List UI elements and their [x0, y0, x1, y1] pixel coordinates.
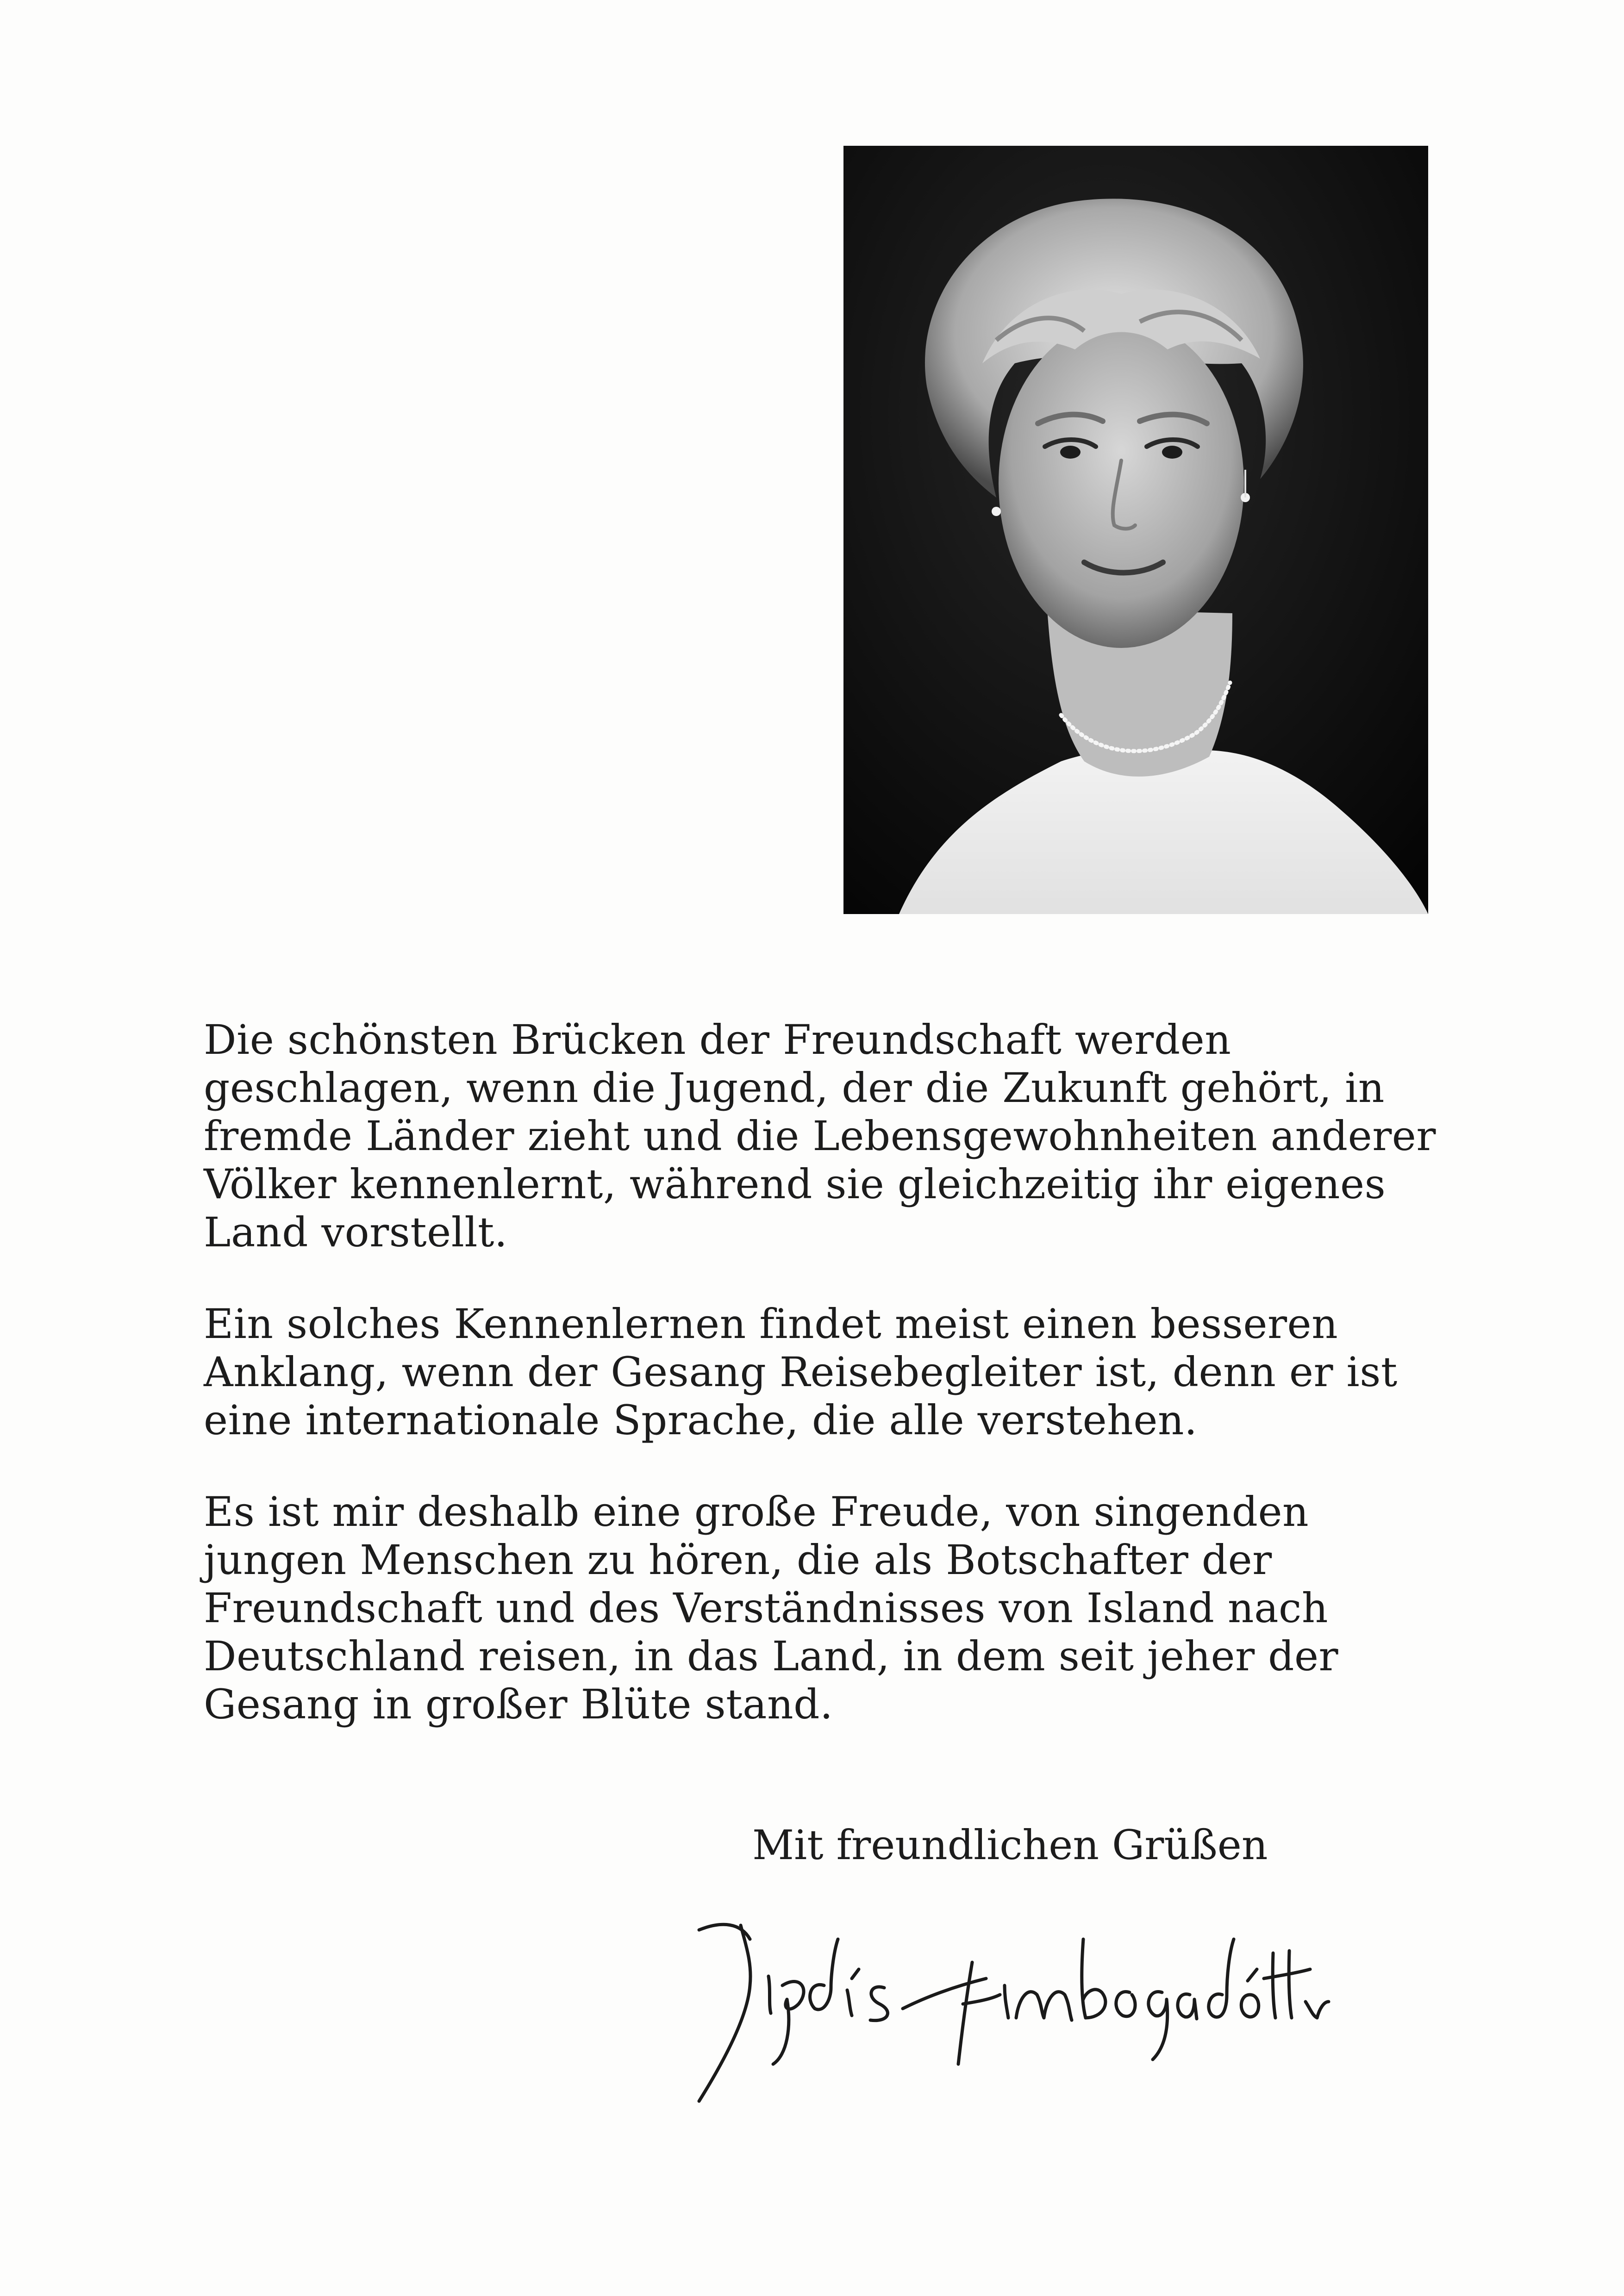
paragraph-1: Die schönsten Brücken der Freundschaft werden geschlagen, wenn die Jugend, der die Zukunft gehört, in fremde Länder zieht und die Lebensgewohnheiten anderer Völker kennenlernt, während sie gleichzeitig ihr eigenes Land vorstellt. — [204, 1016, 1436, 1256]
letter-body — [204, 1016, 1463, 1772]
paragraph-3: Es ist mir deshalb eine große Freude, von singenden jungen Menschen zu hören, die als Botschafter der Freundschaft und des Verständnisses von Island nach Deutschland reisen, in das Land, in dem seit jeher der Gesang in großer Blüte stand. — [204, 1488, 1339, 1728]
paragraph-2: Ein solches Kennenlernen findet meist einen besseren Anklang, wenn der Gesang Reisebegleiter ist, denn er ist eine internationale Sprache, die alle verstehen. — [204, 1300, 1398, 1444]
handwritten-signature — [671, 1870, 1333, 2110]
portrait-photo — [843, 146, 1428, 914]
closing-salutation: Mit freundlichen Grüßen — [752, 1821, 1268, 1869]
